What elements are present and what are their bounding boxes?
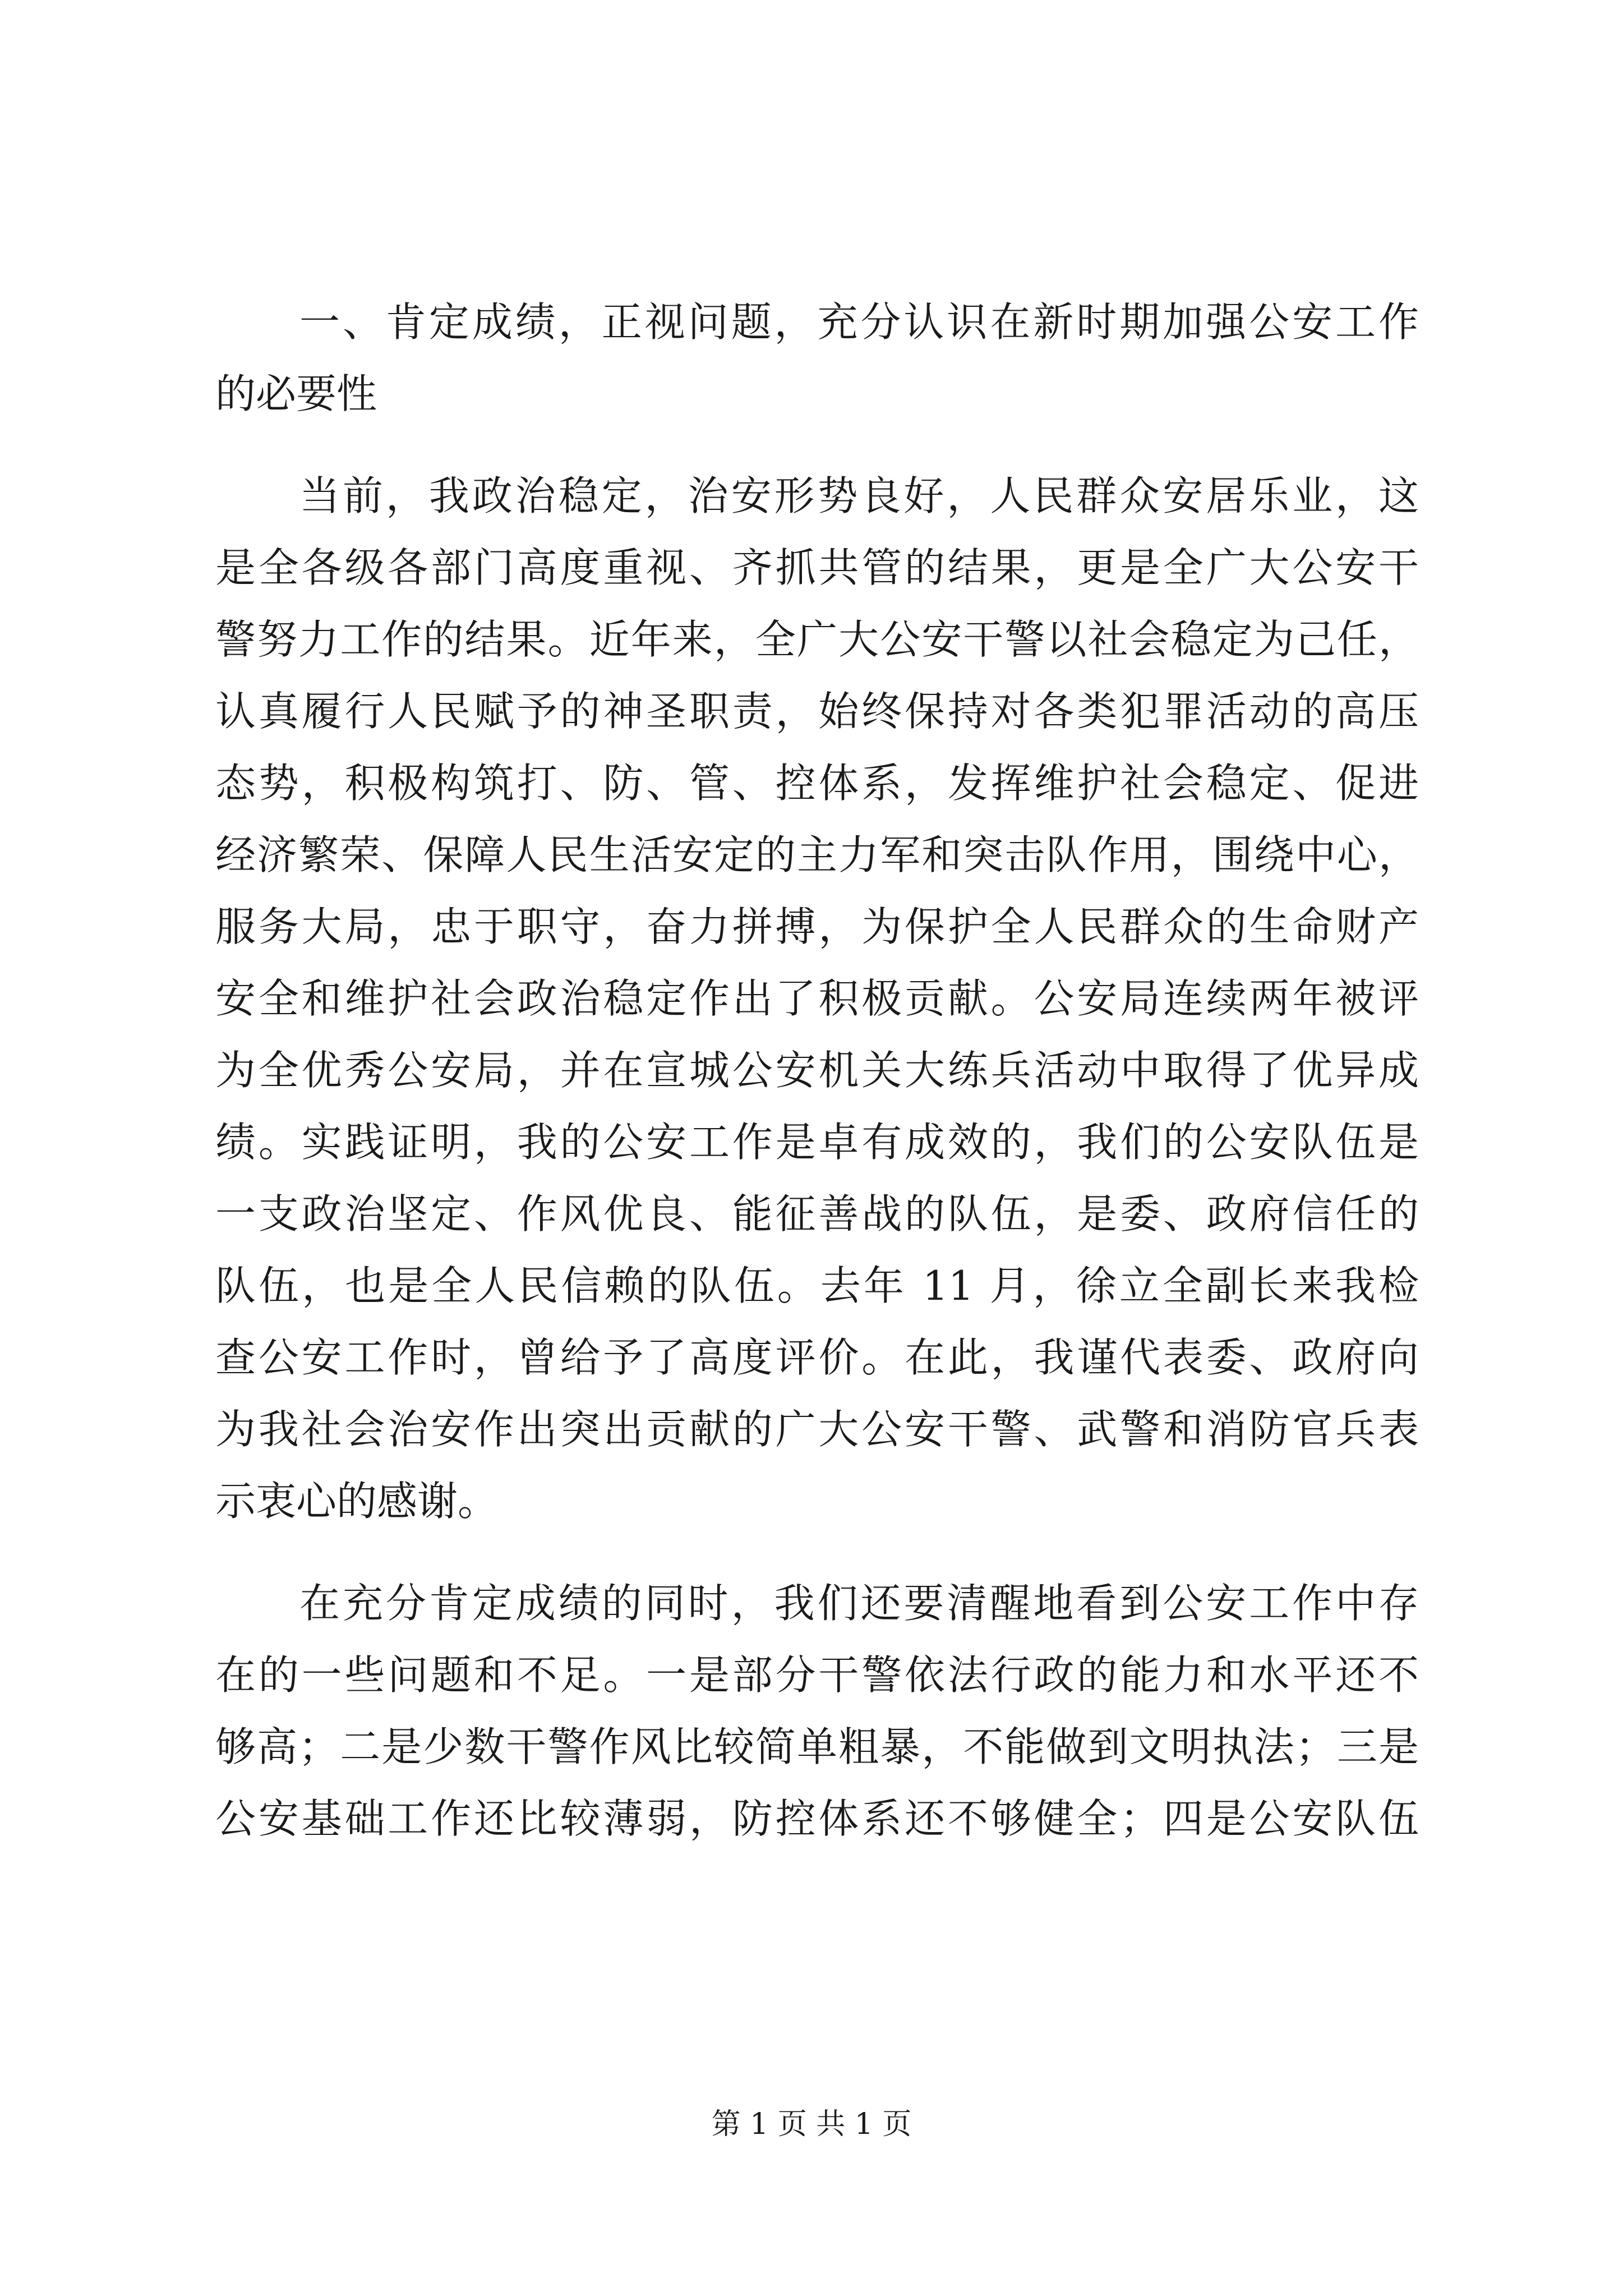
paragraph-line: 为我社会治安作出突出贡献的广大公安干警、武警和消防官兵表 <box>215 1406 1419 1453</box>
paragraph-problems <box>215 1567 1419 1855</box>
heading-line: 的必要性 <box>215 370 377 417</box>
paragraph-line: 是全各级各部门高度重视、齐抓共管的结果，更是全广大公安干 <box>215 544 1419 591</box>
document-body <box>215 286 1419 1855</box>
paragraph-line: 队伍，也是全人民信赖的队伍。去年 11 月，徐立全副长来我检 <box>215 1262 1419 1309</box>
paragraph-line: 态势，积极构筑打、防、管、控体系，发挥维护社会稳定、促进 <box>215 760 1419 807</box>
paragraph-line: 在充分肯定成绩的同时，我们还要清醒地看到公安工作中存 <box>299 1580 1419 1627</box>
paragraph-line: 绩。实践证明，我的公安工作是卓有成效的，我们的公安队伍是 <box>215 1119 1419 1166</box>
paragraph-line: 当前，我政治稳定，治安形势良好，人民群众安居乐业，这 <box>299 472 1419 519</box>
section-heading <box>215 286 1419 430</box>
paragraph-achievements <box>215 460 1419 1537</box>
paragraph-line: 示衷心的感谢。 <box>215 1478 499 1525</box>
page-footer: 第 1 页 共 1 页 <box>711 2108 912 2141</box>
paragraph-line: 安全和维护社会政治稳定作出了积极贡献。公安局连续两年被评 <box>215 975 1419 1022</box>
paragraph-line: 警努力工作的结果。近年来，全广大公安干警以社会稳定为己任， <box>215 616 1419 663</box>
paragraph-line: 查公安工作时，曾给予了高度评价。在此，我谨代表委、政府向 <box>215 1334 1419 1381</box>
paragraph-line: 公安基础工作还比较薄弱，防控体系还不够健全；四是公安队伍 <box>215 1795 1419 1842</box>
paragraph-line: 经济繁荣、保障人民生活安定的主力军和突击队作用，围绕中心， <box>215 831 1419 878</box>
paragraph-line: 在的一些问题和不足。一是部分干警依法行政的能力和水平还不 <box>215 1651 1419 1699</box>
paragraph-line: 认真履行人民赋予的神圣职责，始终保持对各类犯罪活动的高压 <box>215 688 1419 735</box>
heading-line: 一、肯定成绩，正视问题，充分认识在新时期加强公安工作 <box>299 298 1419 346</box>
paragraph-line: 为全优秀公安局，并在宣城公安机关大练兵活动中取得了优异成 <box>215 1047 1419 1094</box>
paragraph-line: 一支政治坚定、作风优良、能征善战的队伍，是委、政府信任的 <box>215 1190 1419 1237</box>
paragraph-line: 够高；二是少数干警作风比较简单粗暴，不能做到文明执法；三是 <box>215 1723 1419 1770</box>
paragraph-line: 服务大局，忠于职守，奋力拼搏，为保护全人民群众的生命财产 <box>215 903 1419 950</box>
